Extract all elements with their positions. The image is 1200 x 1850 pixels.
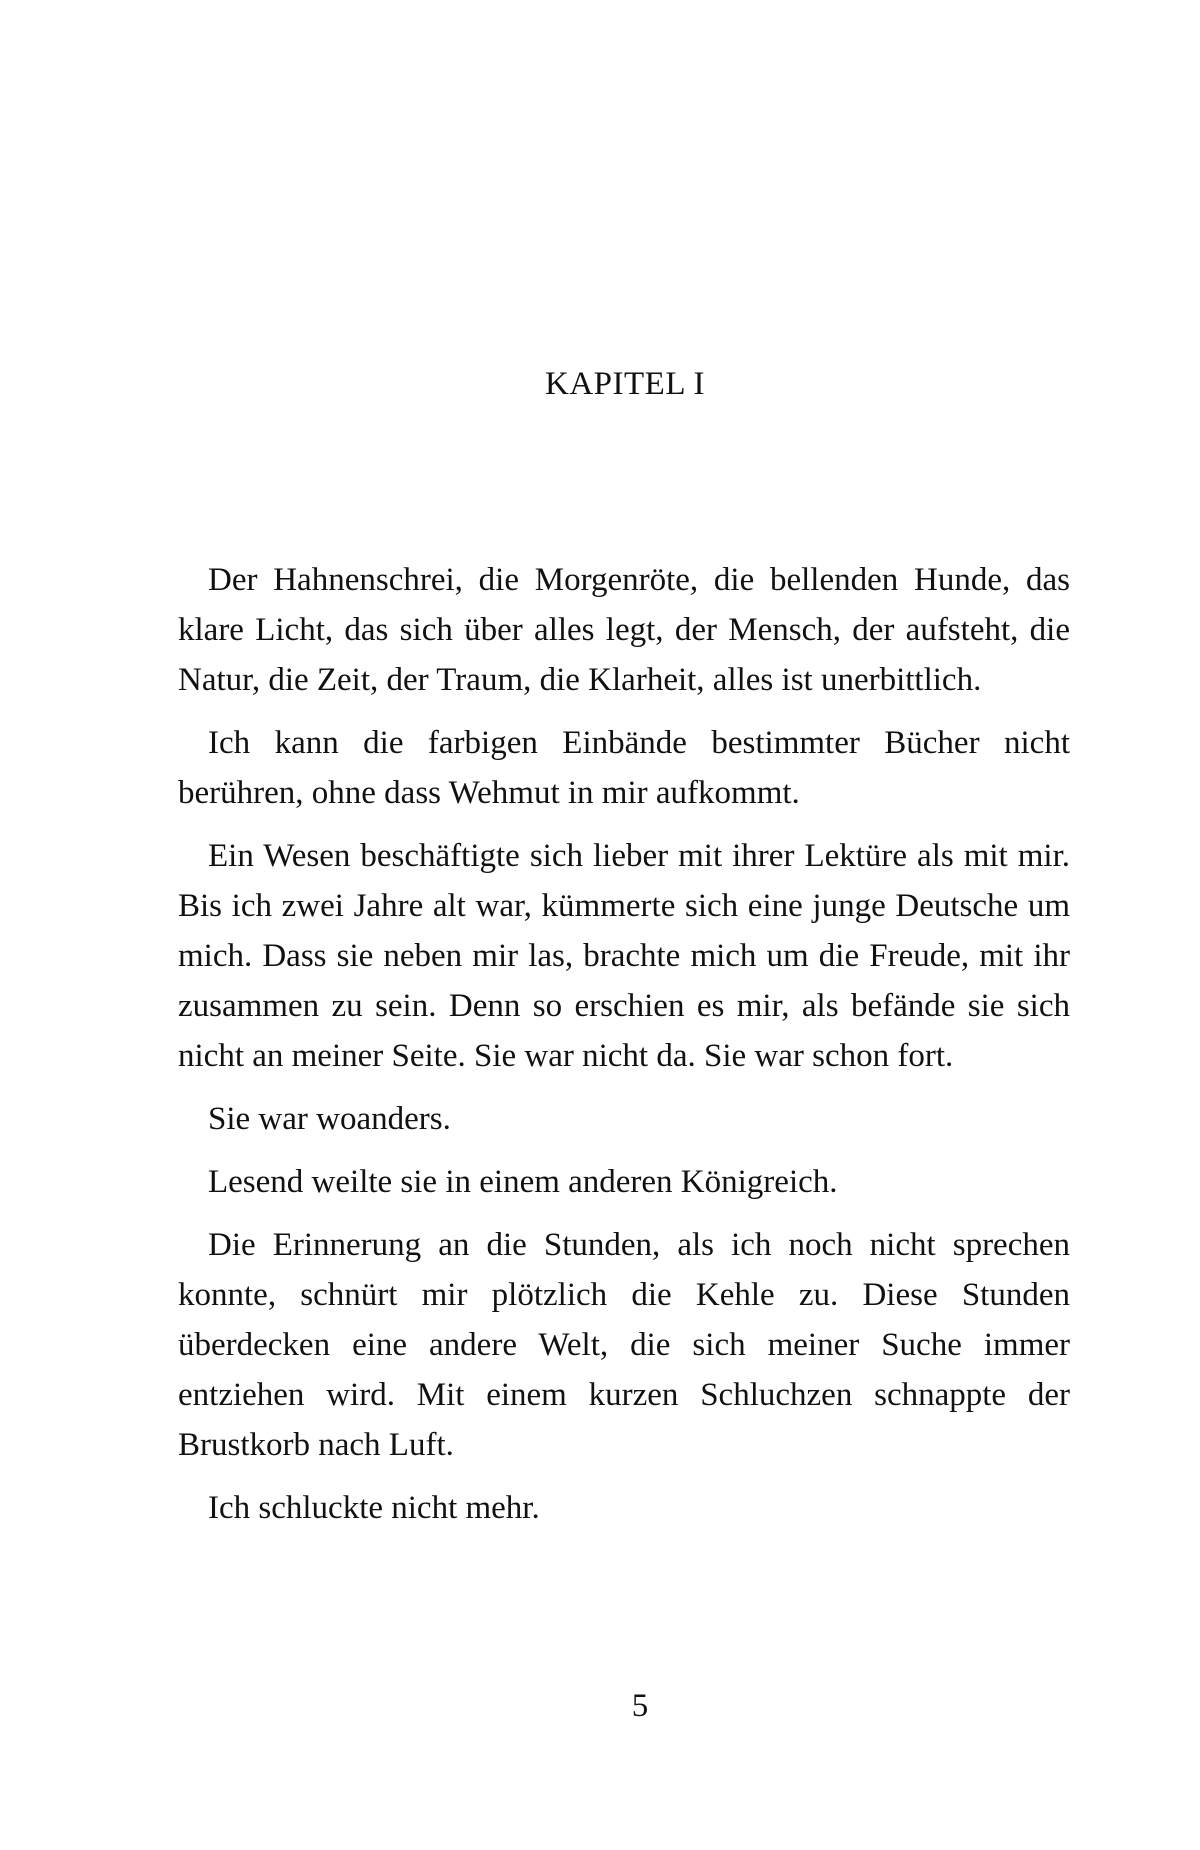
body-text	[178, 555, 1070, 1546]
paragraph: Ein Wesen beschäftigte sich lieber mit ihrer Lektüre als mit mir. Bis ich zwei Jahre alt war, kümmerte sich eine junge Deutsche um mich. Dass sie neben mir las, brachte mich um die Freude, mit ihr zusammen zu sein. Denn so erschien es mir, als befände sie sich nicht an meiner Seite. Sie war nicht da. Sie war schon fort.	[178, 838, 1070, 1074]
chapter-title: KAPITEL I	[545, 366, 705, 402]
page-number: 5	[631, 1688, 649, 1724]
paragraph: Sie war woanders.	[208, 1101, 451, 1137]
paragraph: Der Hahnenschrei, die Morgenröte, die bellenden Hunde, das klare Licht, das sich über alles legt, der Mensch, der aufsteht, die Natur, die Zeit, der Traum, die Klarheit, alles ist unerbittlich.	[178, 562, 1070, 698]
paragraph: Ich schluckte nicht mehr.	[208, 1490, 540, 1526]
paragraph: Ich kann die farbigen Einbände bestimmter Bücher nicht berühren, ohne dass Wehmut in mir aufkommt.	[178, 725, 1070, 811]
paragraph: Die Erinnerung an die Stunden, als ich noch nicht sprechen konnte, schnürt mir plötzlich die Kehle zu. Diese Stunden überdecken eine andere Welt, die sich meiner Suche immer entziehen wird. Mit einem kurzen Schluchzen schnappte der Brustkorb nach Luft.	[178, 1227, 1070, 1463]
paragraph: Lesend weilte sie in einem anderen Königreich.	[208, 1164, 838, 1200]
